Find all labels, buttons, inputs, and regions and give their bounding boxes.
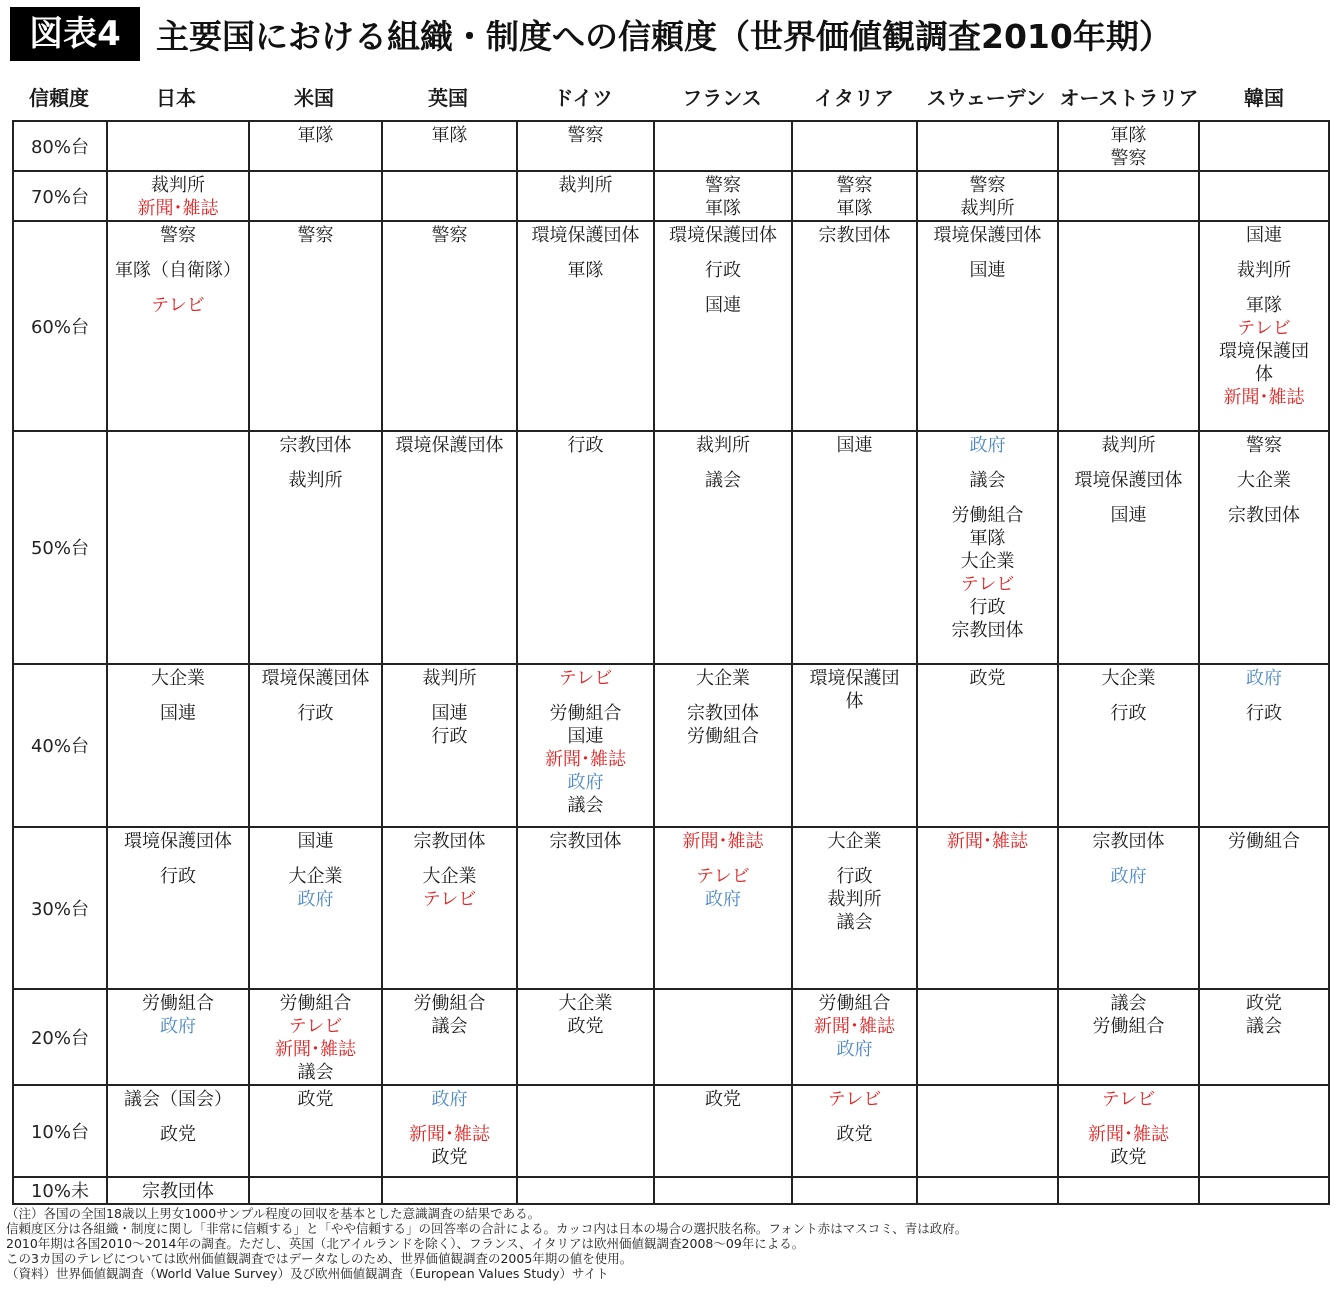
media-institution: テレビ	[696, 866, 750, 887]
band-label: 80%台	[13, 121, 107, 171]
institution: 労働組合	[279, 993, 352, 1014]
cell-italy	[792, 121, 917, 171]
institution: 労働組合	[687, 726, 759, 747]
institution: 議会	[969, 470, 1006, 491]
footnotes	[6, 1206, 967, 1281]
institution: 警察	[1246, 435, 1282, 456]
media-institution: 新聞･雑誌	[545, 749, 626, 770]
band-row	[13, 1085, 1329, 1177]
institution: 警察	[160, 225, 196, 246]
cell-italy	[792, 989, 917, 1085]
band-row	[13, 827, 1329, 989]
cell-usa	[249, 121, 382, 171]
cell-australia	[1058, 431, 1199, 664]
cell-japan	[107, 1177, 249, 1204]
cell-japan	[107, 827, 249, 989]
institution: 議会	[836, 912, 873, 933]
government-institution: 政府	[969, 435, 1006, 456]
institution: 環境保護団体	[261, 668, 370, 689]
media-institution: テレビ	[422, 889, 477, 910]
institution: 警察	[969, 175, 1006, 196]
cell-sweden	[917, 121, 1058, 171]
institution: 政党	[160, 1124, 196, 1145]
institution: 行政	[836, 866, 873, 887]
band-row	[13, 121, 1329, 171]
government-institution: 政府	[160, 1016, 196, 1037]
cell-korea	[1199, 827, 1329, 989]
band-label: 70%台	[13, 171, 107, 221]
cell-usa	[249, 1085, 382, 1177]
institution: 軍隊	[297, 125, 334, 146]
cell-uk	[382, 221, 517, 431]
institution: 裁判所	[960, 198, 1015, 219]
media-institution: 新聞･雑誌	[682, 831, 764, 852]
cell-korea	[1199, 989, 1329, 1085]
cell-japan	[107, 171, 249, 221]
government-institution: 政府	[1246, 668, 1282, 689]
institution: 労働組合	[818, 993, 891, 1014]
institution: 宗教団体	[142, 1181, 214, 1202]
institution: 行政	[1110, 703, 1147, 724]
cell-germany	[517, 1177, 654, 1204]
media-institution: テレビ	[1101, 1089, 1156, 1110]
cell-germany	[517, 121, 654, 171]
media-institution: 新聞･雑誌	[814, 1016, 895, 1037]
institution: 大企業	[1237, 470, 1291, 491]
institution: 大企業	[1101, 668, 1156, 689]
institution: 警察	[836, 175, 873, 196]
institution: 宗教団体	[1092, 831, 1165, 852]
band-row	[13, 221, 1329, 431]
institution: 政党	[297, 1089, 334, 1110]
institution: 労働組合	[142, 993, 214, 1014]
cell-germany	[517, 664, 654, 827]
media-institution: テレビ	[288, 1016, 343, 1037]
cell-usa	[249, 664, 382, 827]
institution: 裁判所	[1237, 260, 1291, 281]
cell-germany	[517, 171, 654, 221]
cell-korea	[1199, 221, 1329, 431]
cell-sweden	[917, 221, 1058, 431]
institution: 行政	[1246, 703, 1282, 724]
column-header-uk: 英国	[428, 86, 468, 110]
cell-france	[654, 989, 792, 1085]
cell-sweden	[917, 827, 1058, 989]
cell-australia	[1058, 664, 1199, 827]
institution: 国連	[431, 703, 468, 724]
government-institution: 政府	[431, 1089, 468, 1110]
media-institution: 新聞･雑誌	[1223, 387, 1305, 408]
institution: 大企業	[827, 831, 882, 852]
cell-italy	[792, 664, 917, 827]
institution: 環境保護団体	[1074, 470, 1183, 491]
column-header-germany: ドイツ	[553, 86, 613, 110]
figure-badge: 図表4	[10, 7, 140, 61]
band-label: 20%台	[13, 989, 107, 1085]
cell-usa	[249, 1177, 382, 1204]
band-label: 10%台	[13, 1085, 107, 1177]
footnote: 信頼度区分は各組織・制度に関し「非常に信頼する」と「やや信頼する」の回答率の合計による。カッコ内は日本の場合の選択肢名称。フォント赤はマスコミ、青は政府。	[6, 1221, 968, 1236]
institution: 警察	[431, 225, 468, 246]
institution: 裁判所	[1101, 435, 1156, 456]
media-institution: テレビ	[151, 295, 205, 316]
institution: 軍隊	[431, 125, 468, 146]
institution: 議会	[297, 1062, 334, 1083]
media-institution: 新聞･雑誌	[1088, 1124, 1169, 1145]
institution: 国連	[567, 726, 604, 747]
institution: 大企業	[422, 866, 477, 887]
institution: 軍隊	[705, 198, 741, 219]
institution: 議会	[1246, 1016, 1282, 1037]
institution: 政党	[836, 1124, 873, 1145]
media-institution: テレビ	[960, 574, 1015, 595]
institution: 宗教団体	[818, 225, 891, 246]
cell-germany	[517, 1085, 654, 1177]
institution: 国連	[297, 831, 334, 852]
cell-france	[654, 221, 792, 431]
cell-italy	[792, 431, 917, 664]
institution: 国連	[160, 703, 196, 724]
cell-italy	[792, 1177, 917, 1204]
institution: 体	[845, 691, 864, 712]
cell-korea	[1199, 1177, 1329, 1204]
cell-france	[654, 827, 792, 989]
cell-germany	[517, 827, 654, 989]
cell-sweden	[917, 664, 1058, 827]
institution: 軍隊（自衛隊）	[115, 260, 241, 281]
cell-korea	[1199, 431, 1329, 664]
institution: 政党	[705, 1089, 741, 1110]
column-header-usa: 米国	[294, 86, 334, 110]
institution: 国連	[969, 260, 1006, 281]
cell-uk	[382, 664, 517, 827]
institution: 宗教団体	[1228, 505, 1300, 526]
institution: 環境保護団体	[669, 225, 777, 246]
column-header-france: フランス	[682, 86, 762, 110]
cell-germany	[517, 989, 654, 1085]
institution: 議会	[431, 1016, 468, 1037]
media-institution: テレビ	[1237, 318, 1291, 339]
institution: 環境保護団	[809, 668, 900, 689]
footnote: 2010年期は各国2010〜2014年の調査。ただし、英国（北アイルランドを除く）、フランス、イタリアは欧州価値観調査2008〜09年による。	[6, 1236, 805, 1251]
government-institution: 政府	[705, 889, 741, 910]
institution: 軍隊	[567, 260, 604, 281]
institution: 政党	[567, 1016, 604, 1037]
institution: 労働組合	[413, 993, 486, 1014]
government-institution: 政府	[297, 889, 334, 910]
cell-japan	[107, 1085, 249, 1177]
institution: 議会（国会）	[124, 1089, 232, 1110]
institution: 行政	[705, 260, 741, 281]
government-institution: 政府	[567, 772, 604, 793]
cell-sweden	[917, 1085, 1058, 1177]
institution: 宗教団体	[413, 831, 486, 852]
cell-uk	[382, 171, 517, 221]
government-institution: 政府	[836, 1039, 873, 1060]
band-row	[13, 431, 1329, 664]
institution: 国連	[1110, 505, 1147, 526]
institution: 宗教団体	[279, 435, 352, 456]
cell-france	[654, 664, 792, 827]
column-header-korea: 韓国	[1244, 86, 1284, 110]
cell-korea	[1199, 1085, 1329, 1177]
cell-france	[654, 171, 792, 221]
column-header-italy: イタリア	[814, 86, 894, 110]
cell-australia	[1058, 171, 1199, 221]
institution: 警察	[297, 225, 334, 246]
institution: 軍隊	[1246, 295, 1282, 316]
institution: 裁判所	[558, 175, 613, 196]
cell-korea	[1199, 121, 1329, 171]
media-institution: テレビ	[558, 668, 613, 689]
cell-australia	[1058, 827, 1199, 989]
band-label: 40%台	[13, 664, 107, 827]
institution: 宗教団体	[951, 620, 1024, 641]
media-institution: 新聞･雑誌	[275, 1039, 356, 1060]
institution: 政党	[1110, 1147, 1147, 1168]
band-row	[13, 1177, 1329, 1204]
institution: 国連	[836, 435, 873, 456]
cell-japan	[107, 664, 249, 827]
cell-korea	[1199, 171, 1329, 221]
institution: 宗教団体	[687, 703, 759, 724]
institution: 行政	[297, 703, 334, 724]
institution: 警察	[567, 125, 604, 146]
institution: 環境保護団体	[933, 225, 1042, 246]
institution: 大企業	[151, 668, 205, 689]
cell-usa	[249, 171, 382, 221]
column-header-sweden: スウェーデン	[926, 86, 1046, 110]
media-institution: 新聞･雑誌	[409, 1124, 490, 1145]
cell-sweden	[917, 1177, 1058, 1204]
institution: 裁判所	[696, 435, 750, 456]
institution: 行政	[431, 726, 468, 747]
institution: 行政	[567, 435, 604, 456]
cell-france	[654, 431, 792, 664]
institution: 行政	[160, 866, 196, 887]
institution: 議会	[567, 795, 604, 816]
institution: 環境保護団体	[124, 831, 232, 852]
band-row	[13, 171, 1329, 221]
institution: 裁判所	[827, 889, 882, 910]
cell-uk	[382, 827, 517, 989]
institution: 環境保護団体	[531, 225, 640, 246]
institution: 裁判所	[288, 470, 343, 491]
institution: 労働組合	[951, 505, 1024, 526]
cell-france	[654, 1085, 792, 1177]
institution: 行政	[969, 597, 1006, 618]
cell-australia	[1058, 1085, 1199, 1177]
institution: 国連	[705, 295, 741, 316]
cell-japan	[107, 221, 249, 431]
cell-italy	[792, 1085, 917, 1177]
cell-usa	[249, 827, 382, 989]
institution: 体	[1255, 364, 1273, 385]
cell-sweden	[917, 171, 1058, 221]
column-header-japan: 日本	[156, 86, 196, 110]
cell-italy	[792, 221, 917, 431]
cell-usa	[249, 989, 382, 1085]
institution: 警察	[1110, 148, 1147, 169]
cell-japan	[107, 431, 249, 664]
column-header-trust: 信頼度	[29, 86, 89, 110]
institution: 大企業	[288, 866, 343, 887]
institution: 労働組合	[549, 703, 622, 724]
band-row	[13, 989, 1329, 1085]
cell-japan	[107, 989, 249, 1085]
cell-uk	[382, 989, 517, 1085]
institution: 環境保護団	[1219, 341, 1309, 362]
cell-usa	[249, 221, 382, 431]
institution: 労働組合	[1228, 831, 1300, 852]
cell-uk	[382, 1085, 517, 1177]
institution: 裁判所	[151, 175, 205, 196]
institution: 大企業	[696, 668, 750, 689]
cell-france	[654, 1177, 792, 1204]
institution: 裁判所	[422, 668, 477, 689]
cell-usa	[249, 431, 382, 664]
cell-australia	[1058, 121, 1199, 171]
institution: 軍隊	[836, 198, 873, 219]
band-label: 10%未	[13, 1177, 107, 1204]
cell-germany	[517, 431, 654, 664]
column-header-australia: オーストラリア	[1059, 86, 1199, 110]
institution: 政党	[431, 1147, 468, 1168]
band-label: 30%台	[13, 827, 107, 989]
cell-australia	[1058, 221, 1199, 431]
institution: 政党	[1246, 993, 1282, 1014]
institution: 宗教団体	[549, 831, 622, 852]
cell-sweden	[917, 431, 1058, 664]
media-institution: テレビ	[827, 1089, 882, 1110]
institution: 大企業	[960, 551, 1015, 572]
cell-japan	[107, 121, 249, 171]
media-institution: 新聞･雑誌	[947, 831, 1028, 852]
cell-france	[654, 121, 792, 171]
cell-korea	[1199, 664, 1329, 827]
title-row	[10, 6, 1172, 62]
institution: 議会	[1110, 993, 1147, 1014]
cell-australia	[1058, 989, 1199, 1085]
cell-italy	[792, 171, 917, 221]
band-label: 50%台	[13, 431, 107, 664]
page-title: 主要国における組織・制度への信頼度（世界価値観調査2010年期）	[156, 16, 1172, 56]
institution: 労働組合	[1092, 1016, 1165, 1037]
institution: 政党	[969, 668, 1006, 689]
cell-sweden	[917, 989, 1058, 1085]
media-institution: 新聞･雑誌	[137, 198, 219, 219]
cell-uk	[382, 121, 517, 171]
institution: 警察	[705, 175, 741, 196]
cell-italy	[792, 827, 917, 989]
footnote: （資料）世界価値観調査（World Value Survey）及び欧州価値観調査（European Values Study）サイト	[6, 1266, 609, 1281]
institution: 議会	[705, 470, 741, 491]
trust-table	[12, 120, 1330, 1205]
institution: 軍隊	[1110, 125, 1147, 146]
cell-uk	[382, 431, 517, 664]
column-headers	[12, 82, 1328, 118]
cell-uk	[382, 1177, 517, 1204]
institution: 環境保護団体	[395, 435, 504, 456]
institution: 軍隊	[969, 528, 1006, 549]
band-label: 60%台	[13, 221, 107, 431]
cell-germany	[517, 221, 654, 431]
footnote: （注）各国の全国18歳以上男女1000サンプル程度の回収を基本とした意識調査の結果である。	[6, 1206, 541, 1221]
government-institution: 政府	[1110, 866, 1147, 887]
band-row	[13, 664, 1329, 827]
cell-australia	[1058, 1177, 1199, 1204]
footnote: この3カ国のテレビについては欧州価値観調査ではデータなしのため、世界価値観調査の2005年期の値を使用。	[6, 1251, 633, 1266]
institution: 国連	[1246, 225, 1282, 246]
institution: 大企業	[558, 993, 613, 1014]
